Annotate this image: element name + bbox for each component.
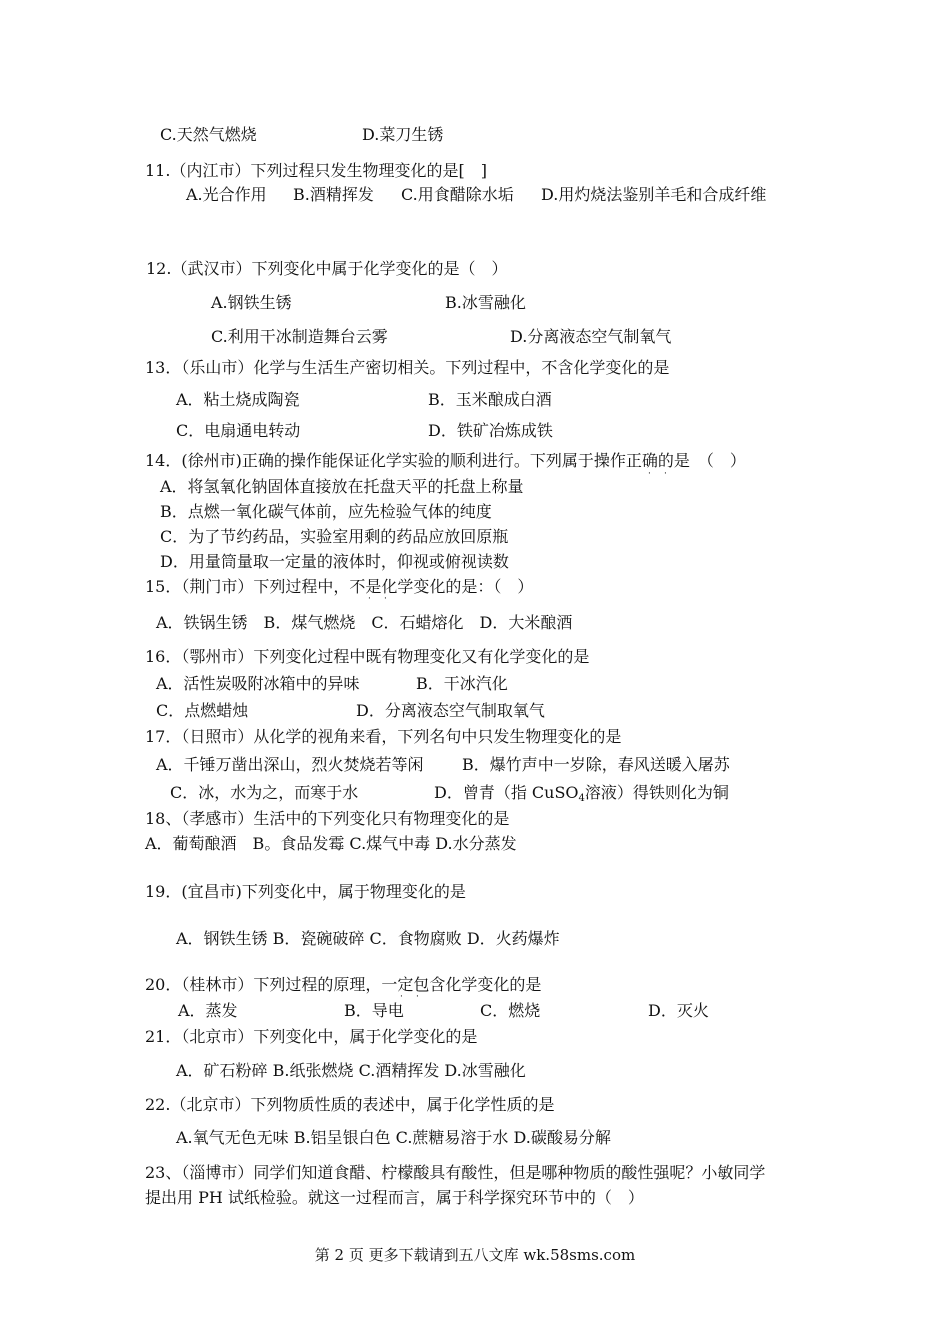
emphasis-dot: · — [400, 992, 403, 1002]
page-footer: 第 2 页 更多下载请到五八文库 wk.58sms.com — [314, 1246, 636, 1264]
q21-stem: 21．（北京市）下列变化中，属于化学变化的是 — [145, 1027, 478, 1046]
q14-option-a: A．将氢氧化钠固体直接放在托盘天平的托盘上称量 — [160, 477, 524, 496]
q13-option-d: D．铁矿冶炼成铁 — [428, 421, 553, 440]
q16-option-a: A．活性炭吸附冰箱中的异味 — [156, 674, 360, 693]
q20-option-b: B．导电 — [344, 1001, 404, 1020]
q22-stem: 22.（北京市）下列物质性质的表述中，属于化学性质的是 — [145, 1095, 555, 1114]
q17-option-b: B．爆竹声中一岁除，春风送暖入屠苏 — [462, 755, 730, 774]
q17-option-c: C．冰，水为之，而寒于水 — [170, 783, 359, 802]
q18-options: A．葡萄酿酒 B。食品发霉 C.煤气中毒 D.水分蒸发 — [145, 834, 517, 853]
q13-option-b: B．玉米酿成白酒 — [428, 390, 552, 409]
q12-option-c: C.利用干冰制造舞台云雾 — [211, 327, 388, 346]
q15-stem: 15．（荆门市）下列过程中，不是化学变化的是：（ ） — [145, 577, 534, 596]
q21-options: A．矿石粉碎 B.纸张燃烧 C.酒精挥发 D.冰雪融化 — [176, 1061, 526, 1080]
q20-option-c: C．燃烧 — [480, 1001, 541, 1020]
emphasis-dot: · — [664, 469, 667, 479]
q16-stem: 16．（鄂州市）下列变化过程中既有物理变化又有化学变化的是 — [145, 647, 590, 666]
q19-options: A．钢铁生锈 B．瓷碗破碎 C．食物腐败 D．火药爆炸 — [176, 929, 560, 948]
q13-option-a: A．粘土烧成陶瓷 — [176, 390, 300, 409]
q17-option-d-post: 溶液）得铁则化为铜 — [584, 783, 729, 802]
q16-option-d: D．分离液态空气制取氧气 — [356, 701, 545, 720]
q11-option-a: A.光合作用 — [186, 185, 267, 204]
q17-stem: 17．（日照市）从化学的视角来看，下列名句中只发生物理变化的是 — [145, 727, 622, 746]
q12-option-a: A.钢铁生锈 — [211, 293, 292, 312]
emphasis-dot: · — [416, 992, 419, 1002]
q13-option-c: C．电扇通电转动 — [176, 421, 301, 440]
q16-option-c: C．点燃蜡烛 — [156, 701, 249, 720]
q22-options: A.氧气无色无味 B.铝呈银白色 C.蔗糖易溶于水 D.碳酸易分解 — [176, 1128, 611, 1147]
emphasis-dot: · — [368, 594, 371, 604]
q12-option-d: D.分离液态空气制氧气 — [510, 327, 672, 346]
q17-option-a: A．千锤万凿出深山，烈火焚烧若等闲 — [156, 755, 424, 774]
q17-option-d-pre: D．曾青（指 CuSO — [434, 783, 579, 802]
q13-stem: 13．（乐山市）化学与生活生产密切相关。下列过程中，不含化学变化的是 — [145, 358, 670, 377]
q11-option-b: B.酒精挥发 — [293, 185, 374, 204]
q23-line1: 23、（淄博市）同学们知道食醋、柠檬酸具有酸性，但是哪种物质的酸性强呢？小敏同学 — [145, 1163, 766, 1182]
q14-stem: 14．(徐州市)正确的操作能保证化学实验的顺利进行。下列属于操作正确的是 （ ） — [145, 451, 746, 470]
q10-option-c: C.天然气燃烧 — [160, 125, 257, 144]
emphasis-dot: · — [384, 594, 387, 604]
q17-option-d-sub: 4 — [578, 793, 585, 804]
emphasis-dot: · — [648, 469, 651, 479]
q15-options: A．铁锅生锈 B．煤气燃烧 C．石蜡熔化 D．大米酿酒 — [156, 613, 573, 632]
q23-line2: 提出用 PH 试纸检验。就这一过程而言，属于科学探究环节中的（ ） — [145, 1188, 644, 1207]
q12-stem: 12.（武汉市）下列变化中属于化学变化的是（ ） — [146, 259, 508, 278]
q16-option-b: B．干冰汽化 — [416, 674, 508, 693]
q14-option-c: C．为了节约药品，实验室用剩的药品应放回原瓶 — [160, 527, 509, 546]
q18-stem: 18、（孝感市）生活中的下列变化只有物理变化的是 — [145, 809, 510, 828]
q19-stem: 19．(宜昌市)下列变化中，属于物理变化的是 — [145, 882, 466, 901]
q17-option-d — [434, 782, 729, 810]
q20-option-a: A．蒸发 — [178, 1001, 238, 1020]
q11-option-d: D.用灼烧法鉴别羊毛和合成纤维 — [541, 185, 767, 204]
q20-stem: 20．（桂林市）下列过程的原理，一定包含化学变化的是 — [145, 975, 542, 994]
q20-option-d: D．灭火 — [648, 1001, 709, 1020]
q11-stem: 11.（内江市）下列过程只发生物理变化的是[ ] — [145, 161, 487, 180]
q11-option-c: C.用食醋除水垢 — [401, 185, 514, 204]
q14-option-b: B．点燃一氧化碳气体前，应先检验气体的纯度 — [160, 502, 492, 521]
q10-option-d: D.菜刀生锈 — [362, 125, 444, 144]
q14-option-d: D．用量筒量取一定量的液体时，仰视或俯视读数 — [160, 552, 509, 571]
q12-option-b: B.冰雪融化 — [445, 293, 526, 312]
